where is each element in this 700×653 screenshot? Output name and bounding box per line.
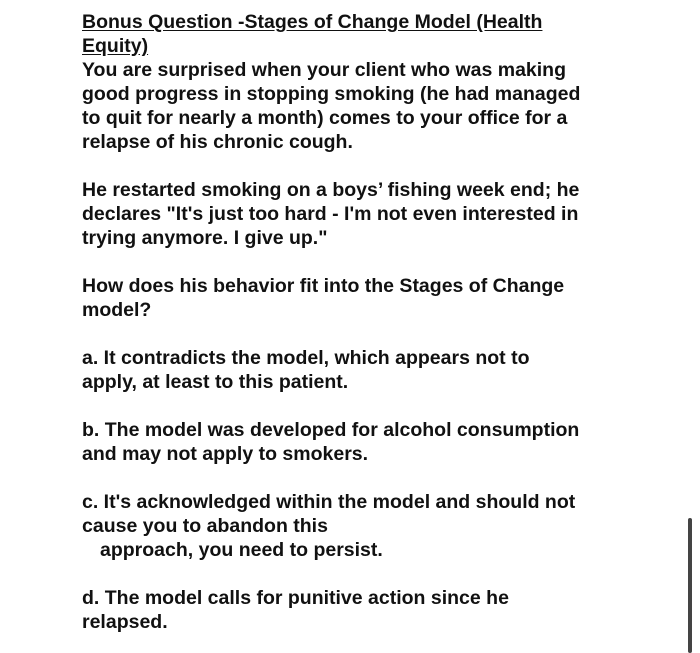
paragraph-gap <box>82 466 622 490</box>
scenario-line-4: relapse of his chronic cough. <box>82 131 353 153</box>
quote-line-1: He restarted smoking on a boys’ fishing week end; he <box>82 179 580 201</box>
paragraph-gap <box>82 394 622 418</box>
document-content <box>82 10 622 634</box>
paragraph-gap <box>82 562 622 586</box>
paragraph-gap <box>82 322 622 346</box>
quote-line-2: declares "It's just too hard - I'm not even interested in <box>82 203 579 225</box>
title-line-1: Bonus Question -Stages of Change Model (Health <box>82 11 543 33</box>
option-d-line-1: d. The model calls for punitive action since he <box>82 587 509 609</box>
option-b-line-1: b. The model was developed for alcohol consumption <box>82 419 580 441</box>
scenario-line-1: You are surprised when your client who was making <box>82 59 567 81</box>
option-c[interactable] <box>82 490 622 562</box>
option-b-line-2: and may not apply to smokers. <box>82 443 369 465</box>
option-c-line-2: cause you to abandon this <box>82 515 328 537</box>
scenario-line-2: good progress in stopping smoking (he had managed <box>82 83 581 105</box>
question-line-2: model? <box>82 299 152 321</box>
option-c-line-1: c. It's acknowledged within the model and should not <box>82 491 576 513</box>
question-line-1: How does his behavior fit into the Stages of Change <box>82 275 565 297</box>
option-d-line-2: relapsed. <box>82 611 168 633</box>
paragraph-gap <box>82 250 622 274</box>
option-a[interactable] <box>82 346 622 394</box>
paragraph-gap <box>82 154 622 178</box>
title-line-2: Equity) <box>82 35 149 57</box>
vertical-scrollbar[interactable] <box>688 518 692 653</box>
option-a-line-1: a. It contradicts the model, which appears not to <box>82 347 530 369</box>
scenario-line-3: to quit for nearly a month) comes to your office for a <box>82 107 568 129</box>
option-a-line-2: apply, at least to this patient. <box>82 371 349 393</box>
option-c-line-3: approach, you need to persist. <box>100 539 383 561</box>
option-b[interactable] <box>82 418 622 466</box>
option-d[interactable] <box>82 586 622 634</box>
quote-line-3: trying anymore. I give up." <box>82 227 328 249</box>
